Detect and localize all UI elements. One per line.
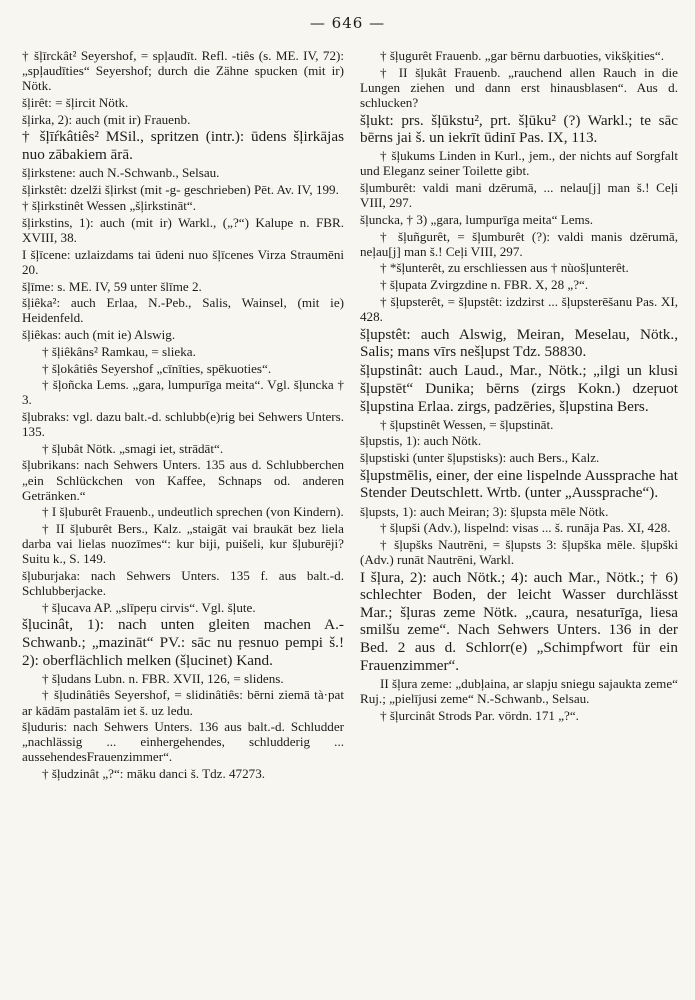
- dictionary-entry: † II šļuburêt Bers., Kalz. „staigāt vai braukāt bez liela darba vai lielas nuozīmes“: kur biji, puišeli, kur šļuburēji? Suitu k., S. 149.: [22, 521, 344, 567]
- page-number: — 646 —: [309, 14, 386, 32]
- dictionary-entry: šļīme: s. ME. IV, 59 unter šlīme 2.: [22, 278, 202, 294]
- dictionary-entry: šļupstinât: auch Laud., Mar., Nötk.; „ilgi un klusi šļupstēt“ Dunika; bērns (zirgs Kokn.) dzeŗuot šļupstina Erlaa. zirgs, padzēries, šļupstina Bers.: [360, 362, 678, 415]
- dictionary-entry: † šļurcinât Strods Par. vördn. 171 „?“.: [380, 707, 579, 723]
- dictionary-entry: šļuduris: nach Sehwers Unters. 136 aus balt.-d. Schludder „nachlässig ... einhergehendes, schludderig ... aussehendesFrauenzimmer“.: [22, 719, 344, 765]
- dictionary-entry: šļumburêt: valdi mani dzērumā, ... nelau[j] man š.! Ceļi VIII, 297.: [360, 180, 678, 211]
- dictionary-entry: † šļoñcka Lems. „gara, lumpurīga meita“. Vgl. šļuncka † 3.: [22, 377, 344, 408]
- dictionary-entry: II šļura zeme: „dubļaina, ar slapju sniegu sajaukta zeme“ Ruj.; „pielījusi zeme“ N.-Schwanb., Selsau.: [360, 675, 678, 706]
- dictionary-entry: † šļupsterêt, = šļupstêt: izdzirst ... šļupsterēšanu Pas. XI, 428.: [360, 293, 678, 324]
- dictionary-entry: šļiêka²: auch Erlaa, N.-Peb., Salis, Wainsel, (mit ie) Heidenfeld.: [22, 295, 344, 326]
- dictionary-entry: šļirka, 2): auch (mit ir) Frauenb.: [22, 111, 191, 127]
- dictionary-entry: † šļupši (Adv.), lispelnd: visas ... š. runāja Pas. XI, 428.: [380, 520, 671, 536]
- dictionary-entry: šļukt: prs. šļūkstu², prt. šļūku² (?) Warkl.; te sāc bērns jai š. un iekrīt ūdinī Pas. IX, 113.: [360, 111, 678, 147]
- dictionary-entry: šļubraks: vgl. dazu balt.-d. schlubb(e)rig bei Sehwers Unters. 135.: [22, 408, 344, 440]
- dictionary-entry: I šļura, 2): auch Nötk.; 4): auch Mar., Nötk.; † 6) schlechter Boden, der leicht Wasser durchlässt Mar.; šļuras zeme Nötk. „caura, nesaturīga, liesa smilšu zeme“. Nach Sehwers Unters. 136 in der Bed. 2 aus d. Schlorr(e) „Schimpfwort für ein Frauenzimmer“.: [360, 568, 678, 674]
- dictionary-entry: † šļirkstinêt Wessen „šļirkstināt“.: [22, 198, 196, 214]
- dictionary-entry: šļuncka, † 3) „gara, lumpurīga meita“ Lems.: [360, 211, 594, 227]
- dictionary-entry: † šļudans Lubn. n. FBR. XVII, 126, = slidens.: [42, 670, 284, 686]
- right-column: [360, 48, 678, 724]
- dictionary-entry: † II šļukât Frauenb. „rauchend allen Rauch in die Lungen ziehen und dann erst hinausblasen“. Aus d. schlucken?: [360, 64, 678, 110]
- dictionary-entry: šļiêkas: auch (mit ie) Alswig.: [22, 327, 176, 343]
- dictionary-entry: šļirkstins, 1): auch (mit ir) Warkl., („?“) Kalupe n. FBR. XVIII, 38.: [22, 215, 344, 246]
- dictionary-entry: † šļubât Nötk. „smagi iet, strādāt“.: [42, 440, 224, 456]
- dictionary-entry: † šļuñgurêt, = šļumburêt (?): valdi manis dzērumā, neļau[j] man š.! Ceļi VIII, 297.: [360, 228, 678, 259]
- dictionary-entry: † šļupata Zvirgzdine n. FBR. X, 28 „?“.: [380, 277, 589, 293]
- dictionary-entry: † I šļuburêt Frauenb., undeutlich sprechen (von Kindern).: [42, 504, 344, 520]
- dictionary-entry: † šļīrckât² Seyershof, = spļaudīt. Refl. -tiês (s. ME. IV, 72): „spļaudīties“ Seyershof; durch die Zähne spucken (mit ir) Nötk.: [22, 48, 344, 94]
- dictionary-entry: šļirkstêt: dzelži šļirkst (mit -g- geschrieben) Pēt. Av. IV, 199.: [22, 181, 339, 197]
- dictionary-entry: šļupstmēlis, einer, der eine lispelnde Aussprache hat Stender Deutschlett. Wrtb. (unter „Aussprache“).: [360, 466, 678, 502]
- dictionary-entry: šļupstiski (unter šļupstisks): auch Bers., Kalz.: [360, 450, 600, 466]
- dictionary-entry: † šļugurêt Frauenb. „gar bērnu darbuoties, vikšķities“.: [380, 48, 664, 63]
- dictionary-entry: šļirêt: = šļircit Nötk.: [22, 94, 129, 110]
- dictionary-entry: † šļucava AP. „slīpeŗu cirvis“. Vgl. šļute.: [42, 599, 256, 615]
- dictionary-entry: I šļīcene: uzlaizdams tai ūdeni nuo šļīcenes Virza Straumēni 20.: [22, 246, 344, 277]
- dictionary-entry: šļucinât, 1): nach unten gleiten machen A.-Schwanb.; „mazināt“ PV.: sāc nu ŗesnuo pempi š.! 2): oberflächlich melken (šļucinet) Kand.: [22, 616, 344, 669]
- dictionary-entry: šļirkstene: auch N.-Schwanb., Selsau.: [22, 165, 220, 181]
- left-column: [22, 48, 344, 783]
- dictionary-entry: † *šļunterêt, zu erschliessen aus † nùošļunterêt.: [380, 260, 629, 276]
- dictionary-entry: † šļupšks Nautrēni, = šļupsts 3: šļupška mēle. šļupški (Adv.) runāt Nautrēni, Warkl.: [360, 536, 678, 567]
- dictionary-entry: šļupsts, 1): auch Meiran; 3): šļupsta mēle Nötk.: [360, 503, 609, 519]
- dictionary-entry: šļupstêt: auch Alswig, Meiran, Meselau, Nötk., Salis; mans vīrs nešļupst Tdz. 58830.: [360, 325, 678, 361]
- dictionary-entry: šļupstis, 1): auch Nötk.: [360, 433, 482, 449]
- dictionary-entry: šļuburjaka: nach Sehwers Unters. 135 f. aus balt.-d. Schlubberjacke.: [22, 567, 344, 598]
- dictionary-entry: † šļudzinât „?“: māku danci š. Tdz. 47273.: [42, 766, 266, 782]
- dictionary-entry: šļubrikans: nach Sehwers Unters. 135 aus d. Schlubberchen „ein Schlückchen von Kaffee, Schnaps od. anderen Getränken.“: [22, 457, 344, 503]
- dictionary-entry: † šļukums Linden in Kurl., jem., der nichts auf Sorgfalt und Eleganz seiner Toilette gibt.: [360, 148, 678, 179]
- dictionary-entry: † šļokâtiês Seyershof „cīnīties, spēkuoties“.: [42, 360, 272, 376]
- dictionary-entry: † šļiêkâns² Ramkau, = slieka.: [42, 343, 196, 359]
- dictionary-entry: † šļīŕkâtiês² MSil., spritzen (intr.): ūdens šļirkājas nuo zābakiem ārā.: [22, 128, 344, 163]
- dictionary-entry: † šļupstinêt Wessen, = šļupstināt.: [380, 416, 554, 432]
- dictionary-entry: † šļudinâtiês Seyershof, = slidinâtiês: bērni ziemā tà·pat ar kādām pastalām iet š. uz ledu.: [22, 687, 344, 718]
